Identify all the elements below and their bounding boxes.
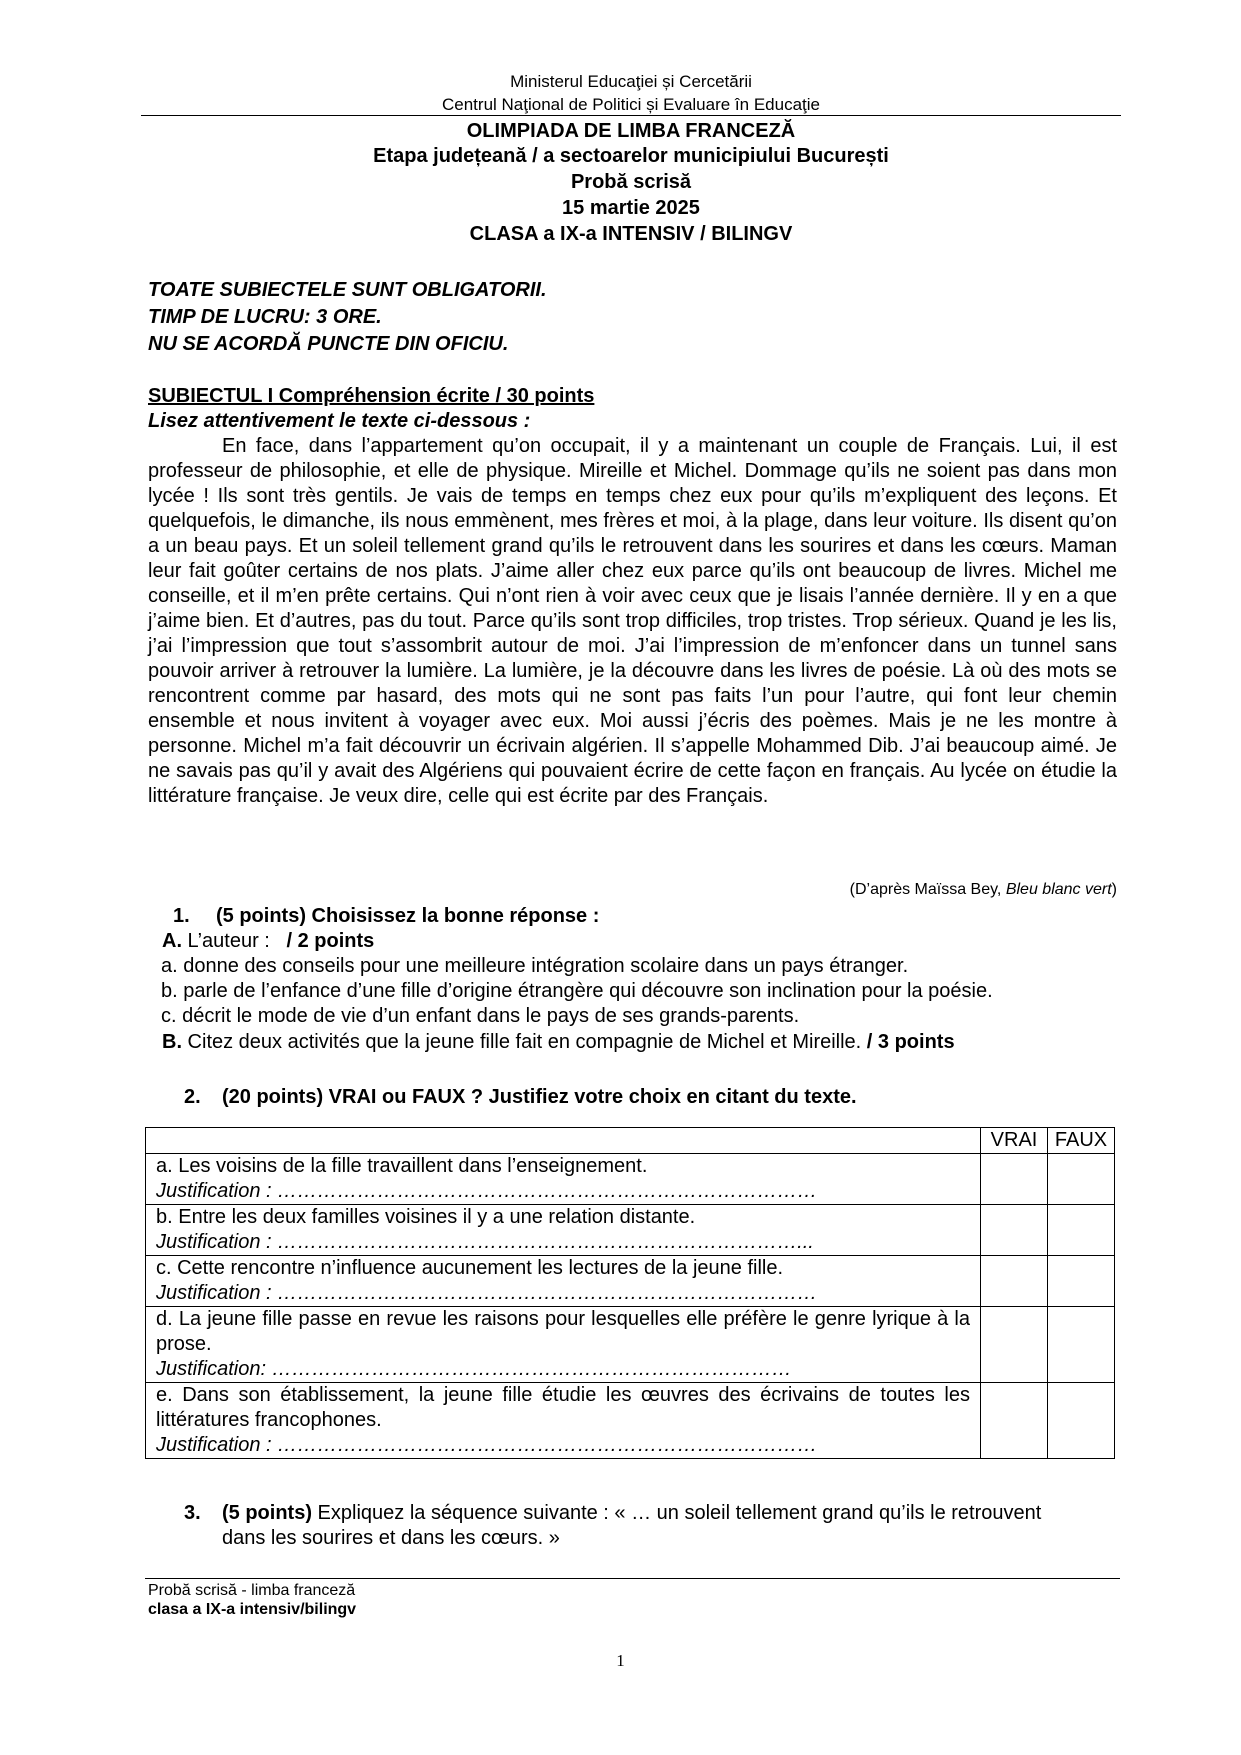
q1-option-c: c. décrit le mode de vie d’un enfant dans le pays de ses grands-parents.	[161, 1005, 800, 1027]
footer-class: clasa a IX-a intensiv/bilingv	[148, 1601, 357, 1618]
title-stage: Etapa județeană / a sectoarelor municipiului București	[373, 145, 889, 167]
q1-b-letter: B.	[162, 1031, 182, 1053]
statement-text: c. Cette rencontre n’influence aucunement les lectures de la jeune fille.	[156, 1257, 784, 1279]
true-answer-cell[interactable]	[981, 1154, 1048, 1205]
page-number: 1	[616, 1651, 625, 1670]
header-rule	[141, 115, 1121, 116]
table-row	[146, 1383, 1115, 1459]
header-center: Centrul Naţional de Politici și Evaluare în Educaţie	[442, 95, 820, 114]
justification-line: Justification: ……………………………………………………………………	[156, 1358, 792, 1380]
table-header-statement	[146, 1128, 981, 1154]
justification-line: Justification : ………………………………………………………………………	[156, 1180, 818, 1202]
q1-number: 1.	[173, 905, 190, 927]
table-header-true: VRAI	[981, 1128, 1048, 1154]
table-row	[146, 1154, 1115, 1205]
footer-rule	[145, 1578, 1120, 1579]
q1-part-b	[162, 1030, 1122, 1055]
q3-text: Expliquez la séquence suivante : « … un soleil tellement grand qu’ils le retrouvent dans les sourires et dans les cœurs. »	[222, 1502, 1042, 1549]
header-ministry: Ministerul Educaţiei și Cercetării	[510, 72, 752, 91]
reading-passage: En face, dans l’appartement qu’on occupait, il y a maintenant un couple de Français. Lui, il est professeur de philosophie, et elle de physique. Mireille et Michel. Dommage qu’ils ne soient pas dans mon lycée ! Ils sont très gentils. Je vais de temps en temps chez eux pour qu’ils m’expliquent des leçons. Et quelquefois, le dimanche, ils nous emmènent, mes frères et moi, à la plage, dans leur voiture. Ils disent qu’on a un beau pays. Et un soleil tellement grand qu’ils le retrouvent dans les sourires et dans les cœurs. Maman leur fait goûter certains de nos plats. J’aime aller chez eux parce qu’ils ont beaucoup de livres. Michel me conseille, et il m’en prête certains. Qui n’ont rien à voir avec ceux que je lisais l’année dernière. Il y en a que j’aime bien. Et d’autres, pas du tout. Parce qu’ils sont trop difficiles, trop tristes. Trop sérieux. Quand je les lis, j’ai l’impression que tout s’assombrit autour de moi. J’ai l’impression de m’enfoncer dans un tunnel sans pouvoir arriver à retrouver la lumière. La lumière, je la découvre dans les livres de poésie. Là où des mots se rencontrent comme par hasard, des mots qui ne sont pas faits l’un pour l’autre, qui font leur chemin ensemble et nous invitent à voyager avec eux. Moi aussi j’écris des poèmes. Mais je ne les montre à personne. Michel m’a fait découvrir un écrivain algérien. Il s’appelle Mohammed Dib. J’ai beaucoup aimé. Je ne savais pas qu’il y avait des Algériens qui pouvaient écrire de cette façon en français. Au lycée on étudie la littérature française. Je veux dire, celle qui est écrite par des Français.	[148, 435, 1117, 807]
footer-test-name: Probă scrisă - limba franceză	[148, 1582, 356, 1599]
justification-line: Justification : ………………………………………………………………………	[156, 1434, 818, 1456]
q1-a-points: / 2 points	[286, 930, 375, 952]
q1-option-a: a. donne des conseils pour une meilleure intégration scolaire dans un pays étranger.	[161, 955, 909, 977]
q1-heading: (5 points) Choisissez la bonne réponse :	[216, 905, 600, 927]
justification-line: Justification : ……………………………………………………………………...	[156, 1231, 814, 1253]
source-suffix: )	[1111, 881, 1117, 898]
q3-text-block	[222, 1501, 1082, 1551]
table-header-row	[146, 1128, 1115, 1154]
q3-points: (5 points)	[222, 1502, 312, 1524]
table-header-false: FAUX	[1048, 1128, 1115, 1154]
q1-option-b: b. parle de l’enfance d’une fille d’origine étrangère qui découvre son inclination pour la poésie.	[161, 980, 993, 1002]
false-answer-cell[interactable]	[1048, 1205, 1115, 1256]
q1-part-a	[162, 929, 1122, 954]
q2-heading: (20 points) VRAI ou FAUX ? Justifiez votre choix en citant du texte.	[222, 1086, 857, 1108]
q1-b-points: / 3 points	[866, 1031, 955, 1053]
passage-source	[850, 881, 1117, 899]
true-answer-cell[interactable]	[981, 1205, 1048, 1256]
false-answer-cell[interactable]	[1048, 1307, 1115, 1383]
table-row	[146, 1256, 1115, 1307]
statement-text: b. Entre les deux familles voisines il y a une relation distante.	[156, 1206, 696, 1228]
false-answer-cell[interactable]	[1048, 1154, 1115, 1205]
true-answer-cell[interactable]	[981, 1383, 1048, 1459]
subject-heading: SUBIECTUL I Compréhension écrite / 30 points	[148, 385, 595, 407]
source-title: Bleu blanc vert	[1005, 881, 1112, 898]
q1-a-letter: A.	[162, 930, 182, 952]
statement-cell	[146, 1307, 981, 1383]
q3-number: 3.	[184, 1502, 201, 1524]
false-answer-cell[interactable]	[1048, 1256, 1115, 1307]
reading-prompt: Lisez attentivement le texte ci-dessous :	[148, 410, 531, 432]
true-answer-cell[interactable]	[981, 1307, 1048, 1383]
q1-b-text: Citez deux activités que la jeune fille fait en compagnie de Michel et Mireille.	[182, 1031, 867, 1053]
instruction-mandatory: TOATE SUBIECTELE SUNT OBLIGATORII.	[148, 279, 547, 301]
statement-cell	[146, 1154, 981, 1205]
statement-cell	[146, 1256, 981, 1307]
title-test-type: Probă scrisă	[570, 171, 692, 193]
statement-cell	[146, 1205, 981, 1256]
statement-text: e. Dans son établissement, la jeune fille étudie les œuvres des écrivains de toutes les littératures francophones.	[156, 1384, 970, 1431]
statement-cell	[146, 1383, 981, 1459]
true-false-table	[145, 1127, 1115, 1459]
q2-number: 2.	[184, 1086, 201, 1108]
table-row	[146, 1205, 1115, 1256]
title-class: CLASA a IX-a INTENSIV / BILINGV	[469, 223, 793, 245]
title-olympiad: OLIMPIADA DE LIMBA FRANCEZĂ	[466, 120, 796, 142]
table-row	[146, 1307, 1115, 1383]
instruction-time: TIMP DE LUCRU: 3 ORE.	[148, 306, 382, 328]
source-prefix: (D’après Maïssa Bey,	[849, 881, 1006, 898]
false-answer-cell[interactable]	[1048, 1383, 1115, 1459]
q1-a-text: L’auteur :	[182, 930, 287, 952]
justification-line: Justification : ………………………………………………………………………	[156, 1282, 818, 1304]
instruction-no-points: NU SE ACORDĂ PUNCTE DIN OFICIU.	[148, 333, 509, 355]
statement-text: d. La jeune fille passe en revue les raisons pour lesquelles elle préfère le genre lyrique à la prose.	[156, 1308, 970, 1355]
title-date: 15 martie 2025	[562, 197, 700, 219]
statement-text: a. Les voisins de la fille travaillent dans l’enseignement.	[156, 1155, 648, 1177]
true-answer-cell[interactable]	[981, 1256, 1048, 1307]
